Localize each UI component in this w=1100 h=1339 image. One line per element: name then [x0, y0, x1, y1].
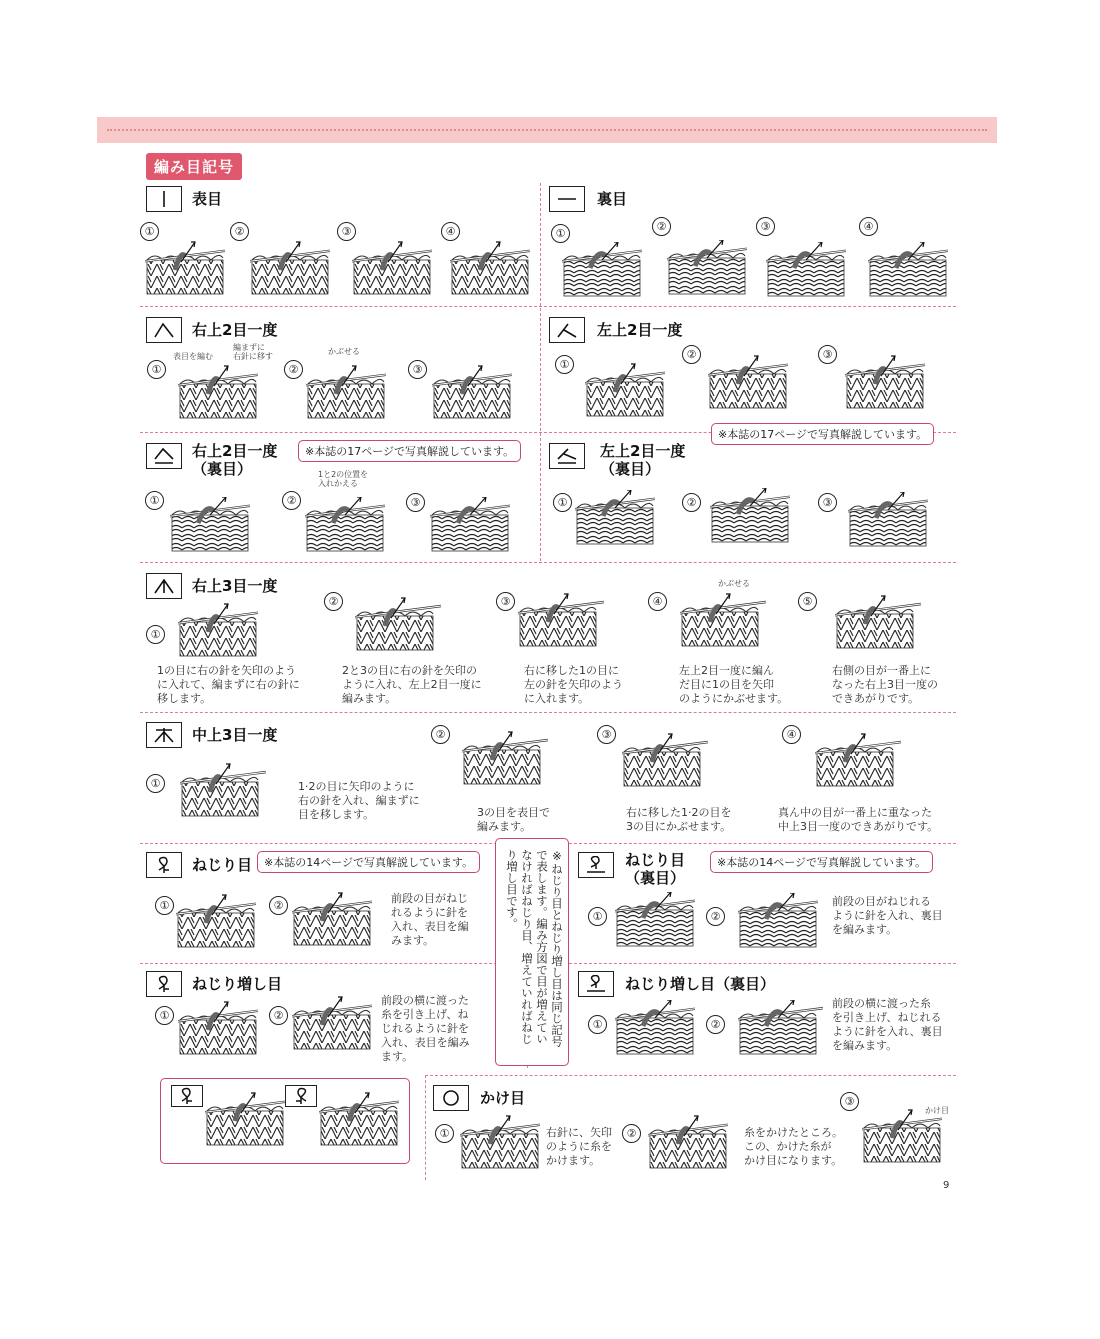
yarn-over-title: かけ目	[480, 1089, 526, 1107]
step-number: ③	[840, 1092, 859, 1111]
stitch-diagram	[575, 490, 655, 546]
photo-note-p14: ※本誌の14ページで写真解説しています。	[257, 851, 480, 873]
stitch-diagram	[868, 242, 948, 298]
divider-h3	[140, 562, 956, 563]
step-number: ①	[553, 493, 572, 512]
left-decrease-purl-symbol-icon	[549, 443, 585, 469]
twisted-increase-purl-title: ねじり増し目（裏目）	[625, 975, 776, 993]
stitch-diagram	[766, 242, 846, 298]
stitch-diagram	[319, 1091, 399, 1157]
stitch-diagram	[430, 497, 510, 553]
step-description: 前段の目がねじれる ように針を入れ、裏目 を編みます。	[832, 895, 943, 936]
step-number: ①	[588, 907, 607, 926]
stitch-diagram	[145, 240, 225, 296]
step-number: ①	[146, 774, 165, 793]
step-number: ③	[597, 725, 616, 744]
label-knit: 表目を編む	[173, 352, 213, 361]
step-number: ④	[859, 217, 878, 236]
step-number: ②	[282, 491, 301, 510]
step-description: 右針に、矢印 のように糸を かけます。	[546, 1126, 612, 1167]
center-triple-decrease-symbol-icon	[146, 722, 182, 748]
step-number: ②	[652, 217, 671, 236]
divider-h7	[425, 1075, 956, 1076]
section-title: 編み目記号	[146, 153, 242, 180]
twisted-purl-symbol-icon	[578, 852, 614, 878]
stitch-diagram	[585, 362, 665, 418]
photo-note-p17: ※本誌の17ページで写真解説しています。	[711, 423, 934, 445]
knit-symbol-icon	[146, 186, 182, 212]
page-number: 9	[943, 1180, 950, 1191]
stitch-diagram	[292, 891, 372, 953]
stitch-diagram	[305, 497, 385, 553]
step-description: 前段の横に渡った糸 を引き上げ、ねじれる ように針を入れ、裏目 を編みます。	[832, 997, 943, 1052]
step-number: ③	[408, 360, 427, 379]
right-decrease-purl-title: 右上2目一度 （裏目）	[192, 442, 278, 478]
step-number: ①	[146, 625, 165, 644]
stitch-diagram	[648, 1114, 728, 1174]
stitch-diagram	[450, 240, 530, 296]
step-number: ①	[155, 896, 174, 915]
stitch-diagram	[205, 1091, 285, 1157]
left-decrease-symbol-icon	[549, 317, 585, 343]
stitch-diagram	[622, 732, 722, 798]
step-number: ⑤	[798, 592, 817, 611]
stitch-diagram	[738, 1000, 823, 1066]
stitch-diagram	[178, 364, 258, 420]
knit-title: 表目	[192, 190, 223, 208]
right-twist-symbol-icon	[285, 1085, 317, 1107]
step-description: 真ん中の目が一番上に重なった 中上3目一度のできあがりです。	[778, 806, 939, 833]
stitch-diagram	[615, 1000, 695, 1066]
stitch-diagram	[615, 892, 695, 954]
step-description: 前段の目がねじ れるように針を 入れ、表目を編 みます。	[391, 892, 469, 947]
step-description: 前段の横に渡った 糸を引き上げ、ね じれるように針を 入れ、表目を編み ます。	[381, 994, 470, 1063]
divider-v3	[425, 1075, 426, 1180]
step-number: ①	[147, 360, 166, 379]
right-decrease-purl-symbol-icon	[146, 443, 182, 469]
step-number: ③	[818, 345, 837, 364]
photo-note-p14: ※本誌の14ページで写真解説しています。	[710, 851, 933, 873]
label-cover: かぶせる	[328, 347, 360, 356]
stitch-diagram	[250, 240, 330, 296]
right-triple-decrease-title: 右上3目一度	[192, 577, 278, 595]
step-number: ③	[818, 493, 837, 512]
twisted-knit-symbol-icon	[146, 852, 182, 878]
step-description: 1の目に右の針を矢印のよう に入れて、編まずに右の針に 移します。	[157, 664, 300, 705]
step-number: ③	[337, 222, 356, 241]
step-number: ②	[230, 222, 249, 241]
divider-h1	[140, 306, 956, 307]
divider-h4	[140, 712, 956, 713]
stitch-diagram	[178, 602, 258, 658]
step-number: ③	[406, 493, 425, 512]
step-description: 2と3の目に右の針を矢印の ように入れ、左上2目一度に 編みます。	[342, 664, 482, 705]
stitch-diagram	[710, 488, 790, 544]
stitch-diagram	[352, 240, 432, 296]
step-number: ①	[155, 1006, 174, 1025]
step-number: ④	[648, 592, 667, 611]
step-number: ②	[682, 493, 701, 512]
step-description: 1·2の目に矢印のように 右の針を入れ、編まずに 目を移します。	[298, 780, 420, 821]
step-number: ①	[140, 222, 159, 241]
step-description: 右に移した1の目に 左の針を矢印のよう に入れます。	[524, 664, 623, 705]
twisted-increase-pair-box	[160, 1078, 410, 1164]
right-triple-decrease-symbol-icon	[146, 573, 182, 599]
step-description: 糸をかけたところ。 この、かけた糸が かけ目になります。	[744, 1126, 843, 1167]
twisted-increase-purl-symbol-icon	[578, 971, 614, 997]
stitch-diagram	[178, 1000, 258, 1066]
twisted-increase-symbol-icon	[146, 971, 182, 997]
stitch-diagram	[862, 1108, 942, 1170]
label-cover: かぶせる	[718, 579, 750, 588]
step-description: 右側の目が一番上に なった右上3目一度の できあがりです。	[832, 664, 938, 705]
yarn-over-symbol-icon	[433, 1085, 469, 1111]
step-number: ②	[706, 907, 725, 926]
divider-v1	[540, 183, 541, 561]
vertical-note: ※ねじり目とねじり増し目は同じ記号で表します。編み方図で目が増えていなければねじり目、増えていればねじり増し目です。	[495, 838, 569, 1066]
stitch-diagram	[738, 893, 818, 953]
step-number: ③	[496, 592, 515, 611]
purl-symbol-icon	[549, 186, 585, 212]
stitch-diagram	[708, 354, 788, 410]
step-number: ②	[706, 1015, 725, 1034]
center-triple-decrease-title: 中上3目一度	[192, 726, 278, 744]
stitch-diagram	[518, 592, 618, 652]
right-decrease-symbol-icon	[146, 317, 182, 343]
right-decrease-title: 右上2目一度	[192, 321, 278, 339]
stitch-diagram	[815, 732, 915, 798]
step-number: ②	[431, 725, 450, 744]
stitch-diagram	[432, 364, 512, 420]
step-description: 左上2目一度に編ん だ目に1の目を矢印 のようにかぶせます。	[679, 664, 789, 705]
step-description: 右に移した1·2の目を 3の目にかぶせます。	[626, 806, 732, 833]
step-number: ②	[284, 360, 303, 379]
step-description: 3の目を表目で 編みます。	[477, 806, 550, 833]
stitch-diagram	[355, 596, 455, 652]
stitch-diagram	[845, 354, 925, 410]
stitch-diagram	[176, 893, 256, 953]
label-swap: 1と2の位置を 入れかえる	[318, 470, 369, 488]
stitch-diagram	[306, 364, 386, 420]
twisted-increase-title: ねじり増し目	[192, 975, 283, 993]
twisted-purl-title: ねじり目 （裏目）	[625, 851, 686, 887]
left-decrease-purl-title: 左上2目一度 （裏目）	[600, 442, 686, 478]
step-number: ①	[555, 355, 574, 374]
step-number: ③	[756, 217, 775, 236]
step-number: ②	[324, 592, 343, 611]
step-number: ②	[269, 1006, 288, 1025]
stitch-diagram	[170, 497, 250, 553]
stitch-diagram	[835, 594, 935, 652]
header-banner	[97, 117, 997, 143]
left-twist-symbol-icon	[171, 1085, 203, 1107]
purl-title: 裏目	[597, 190, 628, 208]
stitch-diagram	[680, 592, 780, 652]
step-number: ②	[682, 345, 701, 364]
step-number: ①	[588, 1015, 607, 1034]
stitch-diagram	[667, 240, 747, 296]
stitch-diagram	[292, 995, 372, 1065]
step-number: ②	[622, 1124, 641, 1143]
left-decrease-title: 左上2目一度	[597, 321, 683, 339]
stitch-diagram	[562, 242, 642, 298]
label-yarn-over: かけ目	[925, 1106, 949, 1115]
step-number: ①	[435, 1124, 454, 1143]
photo-note-p17: ※本誌の17ページで写真解説しています。	[298, 440, 521, 462]
stitch-diagram	[462, 730, 562, 800]
stitch-diagram	[460, 1114, 540, 1174]
step-number: ①	[145, 491, 164, 510]
step-number: ①	[551, 224, 570, 243]
step-number: ②	[269, 896, 288, 915]
stitch-diagram	[180, 762, 280, 820]
label-slip: 編まずに 右針に移す	[233, 343, 273, 361]
twisted-knit-title: ねじり目	[192, 856, 253, 874]
step-number: ④	[782, 725, 801, 744]
step-number: ④	[441, 222, 460, 241]
stitch-diagram	[848, 492, 928, 548]
